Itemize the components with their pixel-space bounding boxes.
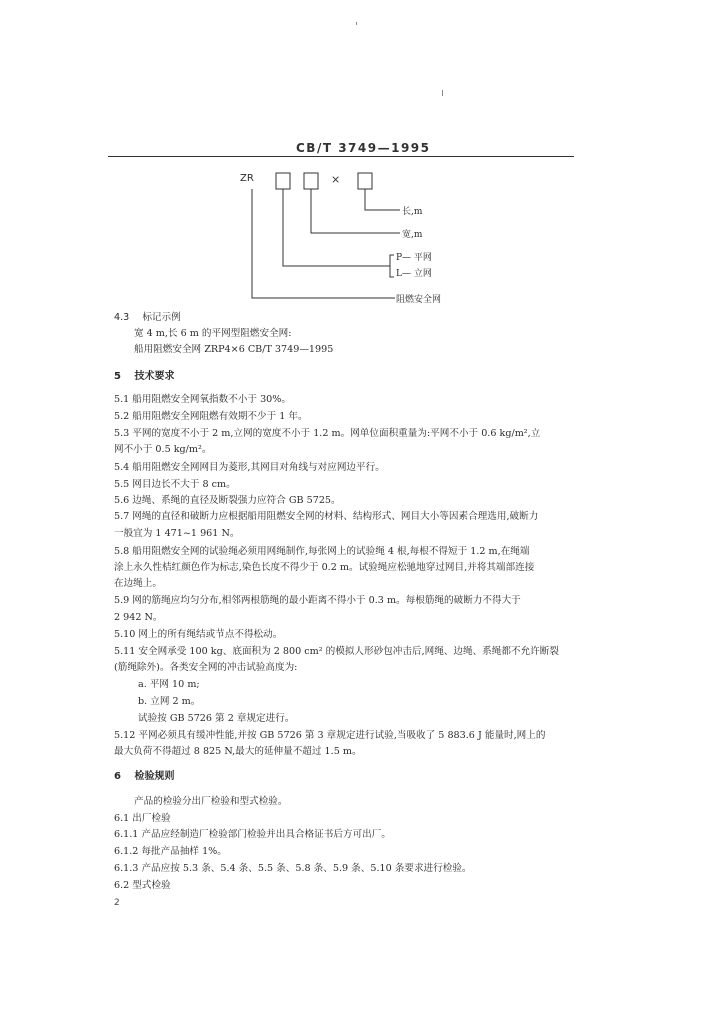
clause-6-1-3: 6.1.3 产品应按 5.3 条、5.4 条、5.5 条、5.8 条、5.9 条、5.10 条要求进行检验。 — [114, 863, 472, 874]
clause-6-1-1: 6.1.1 产品应经制造厂检验部门检验并出具合格证书后方可出厂。 — [114, 829, 391, 840]
clause-5-11-line1: 5.11 安全网承受 100 kg、底面积为 2 800 cm² 的模拟人形砂包冲击后,网绳、边绳、系绳都不允许断裂 — [114, 646, 559, 657]
clause-5-11-item-b: b. 立网 2 m。 — [138, 696, 201, 707]
name-leader — [252, 189, 395, 298]
clause-5-5: 5.5 网目边长不大于 8 cm。 — [114, 479, 236, 490]
clause-5-8-line3: 在边绳上。 — [114, 578, 162, 589]
clause-5-12-line1: 5.12 平网必须具有缓冲性能,并按 GB 5726 第 3 章规定进行试验,当吸收了 5 883.6 J 能量时,网上的 — [114, 730, 546, 741]
clause-5-3-line2: 网不小于 0.5 kg/m²。 — [114, 444, 212, 455]
clause-4-3-example-a: 宽 4 m,长 6 m 的平网型阻燃安全网: — [134, 328, 292, 339]
page-number: 2 — [114, 898, 120, 908]
clause-5-1: 5.1 船用阻燃安全网氧指数不小于 30%。 — [114, 394, 291, 405]
clause-5-4: 5.4 船用阻燃安全网网目为菱形,其网目对角线与对应网边平行。 — [114, 462, 385, 473]
label-length: 长,m — [402, 207, 423, 217]
scan-speck — [442, 90, 443, 96]
clause-5-3-line1: 5.3 平网的宽度不小于 2 m,立网的宽度不小于 1.2 m。网单位面积重量为:平网不小于 0.6 kg/m²,立 — [114, 428, 541, 439]
length-leader — [365, 189, 400, 210]
diagram-prefix: ZR — [240, 173, 254, 184]
clause-5-11-test-note: 试验按 GB 5726 第 2 章规定进行。 — [138, 713, 295, 724]
clause-5-12-line2: 最大负荷不得超过 8 825 N,最大的延伸量不超过 1.5 m。 — [114, 746, 362, 757]
clause-5-11-item-a: a. 平网 10 m; — [138, 679, 200, 690]
clause-6-2: 6.2 型式检验 — [114, 880, 171, 891]
box-length — [358, 173, 372, 189]
diagram-lines — [252, 173, 400, 298]
diagram-times: × — [331, 173, 341, 186]
section-5-heading: 5 技术要求 — [114, 371, 175, 382]
clause-5-8-line1: 5.8 船用阻燃安全网的试验绳必须用网绳制作,每张网上的试验绳 4 根,每根不得短于 1.2 m,在绳端 — [114, 546, 530, 557]
clause-5-7-line2: 一般宜为 1 471~1 961 N。 — [114, 528, 240, 539]
clause-5-6: 5.6 边绳、系绳的直径及断裂强力应符合 GB 5725。 — [114, 495, 341, 506]
clause-5-2: 5.2 船用阻燃安全网阻燃有效期不少于 1 年。 — [114, 411, 308, 422]
clause-5-9-line1: 5.9 网的筋绳应均匀分布,相邻两根筋绳的最小距离不得小于 0.3 m。每根筋绳的破断力不得大于 — [114, 595, 521, 606]
section-6-heading: 6 检验规则 — [114, 771, 175, 782]
header-rule — [108, 156, 574, 157]
clause-5-11-line2: (筋绳除外)。各类安全网的冲击试验高度为: — [114, 662, 298, 673]
label-vertical: L— 立网 — [396, 269, 432, 279]
clause-4-3-example-b: 船用阻燃安全网 ZRP4×6 CB/T 3749—1995 — [134, 344, 334, 355]
scan-speck — [356, 22, 357, 25]
clause-6-1: 6.1 出厂检验 — [114, 813, 171, 824]
clause-5-9-line2: 2 942 N。 — [114, 612, 163, 623]
clause-5-8-line2: 涂上永久性桔红颜色作为标志,染色长度不得少于 0.2 m。试验绳应松驰地穿过网目,并将其端部连接 — [114, 562, 535, 573]
label-flat: P— 平网 — [396, 253, 432, 263]
clause-4-3-heading: 4.3 标记示例 — [114, 312, 181, 323]
box-type — [276, 173, 290, 189]
clause-6-1-2: 6.1.2 每批产品抽样 1%。 — [114, 846, 227, 857]
type-leader — [283, 189, 390, 266]
label-name: 阻燃安全网 — [396, 295, 442, 305]
clause-5-7-line1: 5.7 网绳的直径和破断力应根据船用阻燃安全网的材料、结构形式、网目大小等因素合理选用,破断力 — [114, 511, 539, 522]
width-leader — [311, 189, 400, 233]
label-width: 宽,m — [402, 230, 423, 240]
type-brace — [390, 255, 394, 277]
section-6-intro: 产品的检验分出厂检验和型式检验。 — [134, 796, 288, 807]
clause-5-10: 5.10 网上的所有绳结或节点不得松动。 — [114, 629, 283, 640]
standard-code: CB/T 3749—1995 — [296, 141, 431, 155]
box-width — [304, 173, 318, 189]
